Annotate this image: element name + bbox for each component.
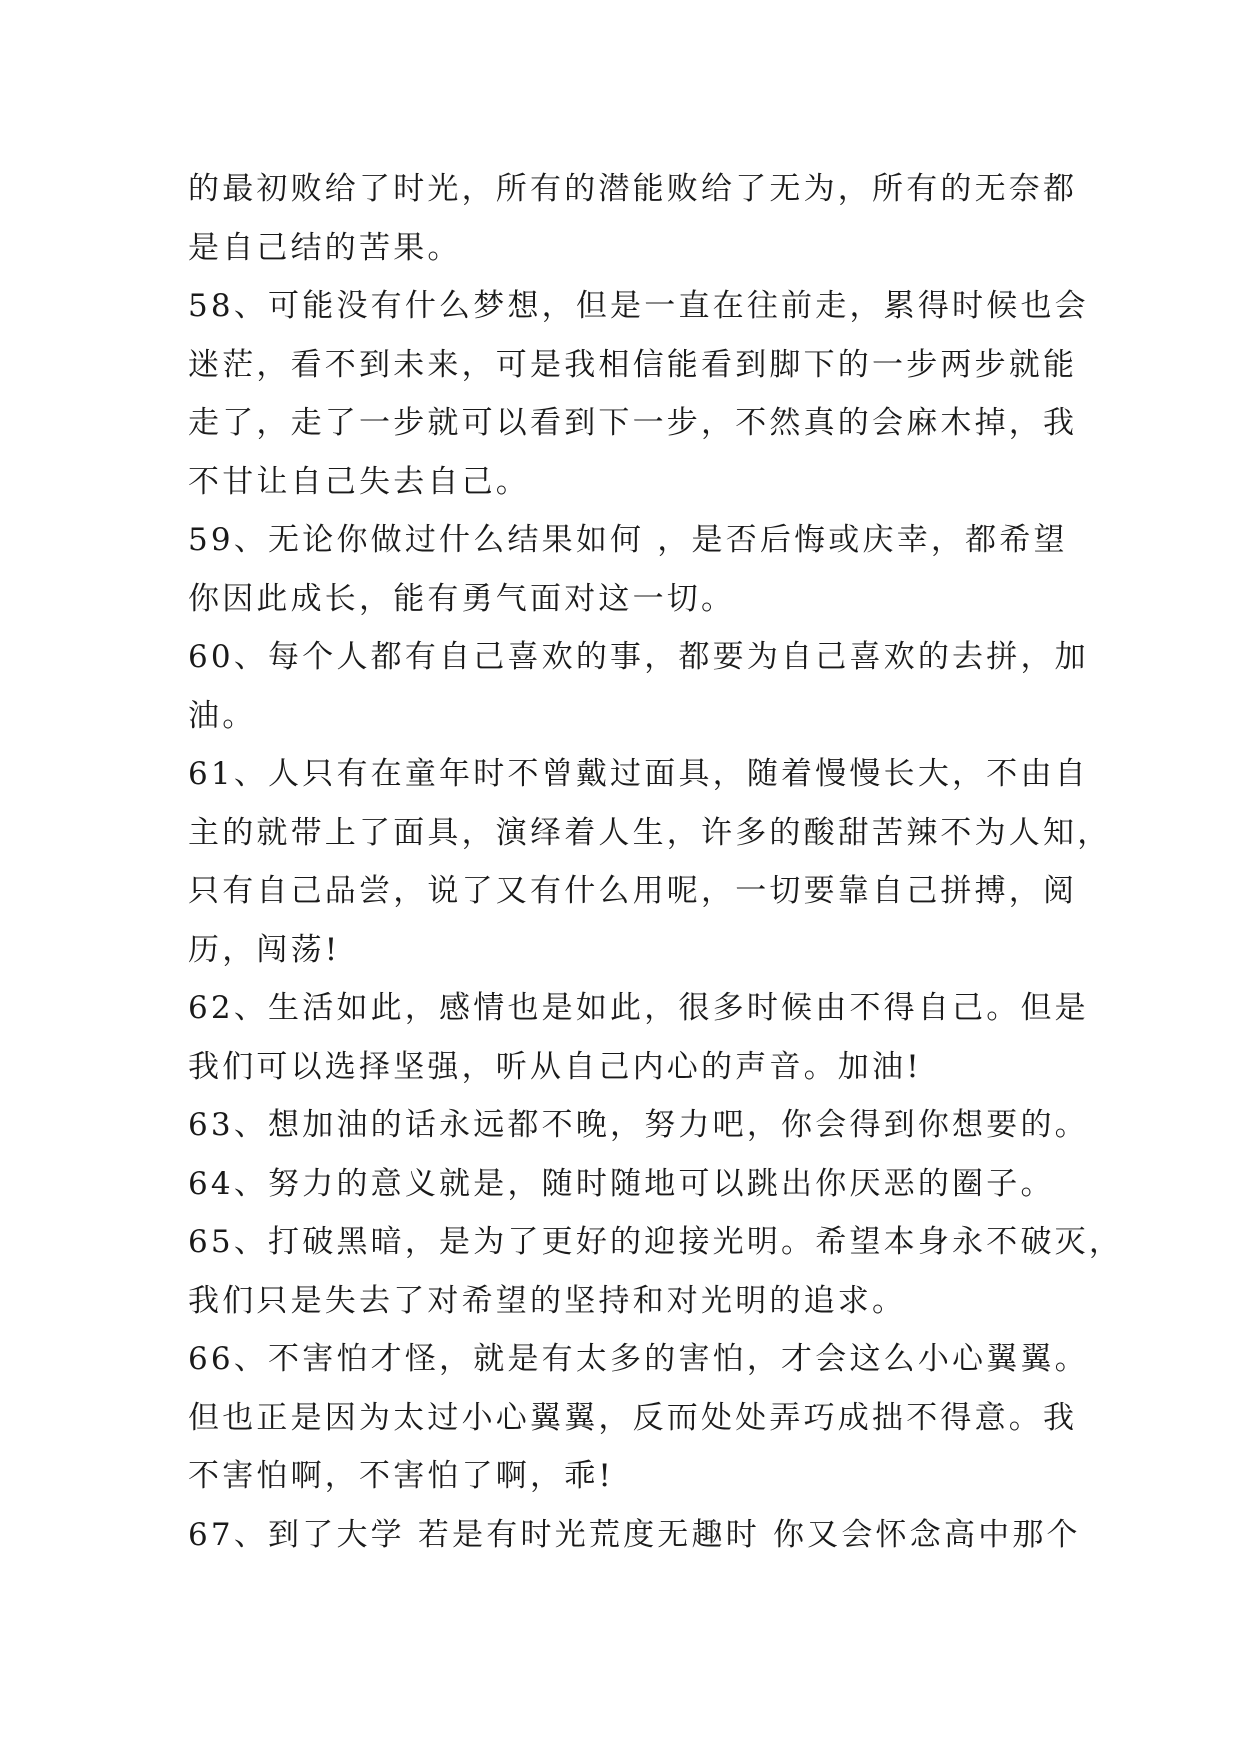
text-line: 65、打破黑暗，是为了更好的迎接光明。希望本身永不破灭， <box>188 1224 1124 1260</box>
text-line: 只有自己品尝，说了又有什么用呢，一切要靠自己拼搏，阅 <box>188 873 1078 909</box>
text-line: 我们可以选择坚强，听从自己内心的声音。加油! <box>188 1048 922 1085</box>
text-line: 不甘让自己失去自己。 <box>188 463 530 500</box>
text-line: 66、不害怕才怪，就是有太多的害怕，才会这么小心翼翼。 <box>188 1341 1089 1377</box>
text-line: 58、可能没有什么梦想，但是一直在往前走，累得时候也会 <box>188 288 1089 324</box>
text-line: 61、人只有在童年时不曾戴过面具，随着慢慢长大，不由自 <box>188 756 1089 792</box>
text-line: 但也正是因为太过小心翼翼，反而处处弄巧成拙不得意。我 <box>188 1399 1078 1436</box>
text-line: 不害怕啊，不害怕了啊，乖! <box>188 1458 615 1494</box>
text-line: 59、无论你做过什么结果如何 ，是否后悔或庆幸，都希望 <box>188 522 1068 558</box>
text-line: 迷茫，看不到未来，可是我相信能看到脚下的一步两步就能 <box>188 346 1078 383</box>
text-line: 你因此成长，能有勇气面对这一切。 <box>188 580 736 617</box>
text-line: 油。 <box>188 697 257 734</box>
text-line: 64、努力的意义就是，随时随地可以跳出你厌恶的圈子。 <box>188 1165 1055 1202</box>
text-line: 走了，走了一步就可以看到下一步，不然真的会麻木掉，我 <box>188 405 1078 441</box>
text-line: 60、每个人都有自己喜欢的事，都要为自己喜欢的去拼，加 <box>188 639 1089 675</box>
document-body <box>188 160 1124 1564</box>
text-line: 67、到了大学 若是有时光荒度无趣时 你又会怀念高中那个 <box>188 1516 1081 1553</box>
text-line: 62、生活如此，感情也是如此，很多时候由不得自己。但是 <box>188 990 1089 1026</box>
text-line: 的最初败给了时光，所有的潜能败给了无为，所有的无奈都 <box>188 171 1078 207</box>
text-line: 我们只是失去了对希望的坚持和对光明的追求。 <box>188 1282 907 1319</box>
text-line: 63、想加油的话永远都不晚，努力吧，你会得到你想要的。 <box>188 1107 1089 1143</box>
text-line: 主的就带上了面具，演绎着人生，许多的酸甜苦辣不为人知， <box>188 814 1112 851</box>
text-line: 历，闯荡! <box>188 931 341 968</box>
text-line: 是自己结的苦果。 <box>188 229 462 266</box>
